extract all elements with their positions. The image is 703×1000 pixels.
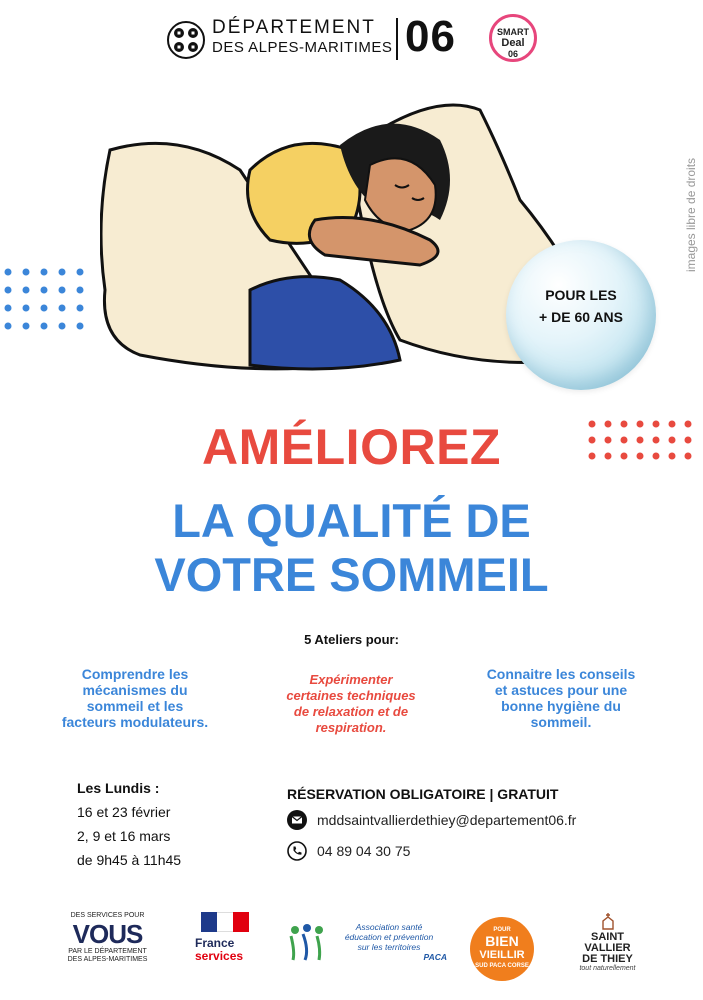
people-icon — [287, 922, 331, 962]
vous-bottom-text1: PAR LE DÉPARTEMENT — [68, 948, 147, 955]
phone-contact[interactable] — [287, 841, 410, 861]
vous-top-text: DES SERVICES POUR — [70, 912, 145, 919]
schedule-line2: 2, 9 et 16 mars — [77, 828, 171, 844]
asso-line2: éducation et prévention — [344, 932, 434, 942]
asso-line4: PACA — [423, 952, 447, 962]
age-badge — [506, 240, 656, 390]
bien-top: POUR — [493, 927, 511, 933]
saint-line1: SAINT — [591, 931, 624, 943]
workshop-goal-middle: Expérimenter certaines techniques de relaxation et de respiration. — [286, 672, 416, 735]
email-icon — [287, 810, 307, 830]
image-credit: images libre de droits — [684, 157, 698, 273]
vous-main-text: VOUS — [72, 919, 143, 949]
schedule-line1: 16 et 23 février — [77, 804, 171, 820]
bien-bottom: SUD PACA CORSE — [475, 963, 529, 969]
saint-vallier-logo — [570, 912, 645, 972]
schedule-title: Les Lundis : — [77, 780, 160, 796]
email-address[interactable]: mddsaintvallierdethiey@departement06.fr — [317, 812, 577, 828]
departement-name — [212, 18, 392, 58]
headline-line2: LA QUALITÉ DE — [172, 494, 531, 547]
france-services-logo — [195, 912, 265, 962]
asso-line3: sur les territoires — [357, 942, 421, 952]
smart-line1: SMART — [497, 27, 529, 37]
smart-line2: Deal — [501, 37, 525, 49]
asso-line1: Association santé — [355, 922, 423, 932]
blue-dot-pattern — [2, 266, 102, 344]
saint-tagline: tout naturellement — [579, 965, 636, 972]
saint-line2: VALLIER — [584, 942, 631, 954]
ateliers-label: 5 Ateliers pour: — [304, 632, 399, 647]
phone-icon — [287, 841, 307, 861]
smart-deal-logo — [489, 14, 537, 62]
schedule-line3: de 9h45 à 11h45 — [77, 852, 182, 868]
french-flag-icon — [201, 912, 249, 932]
reservation-label: RÉSERVATION OBLIGATOIRE | GRATUIT — [287, 786, 559, 802]
france-services-line2: services — [195, 949, 244, 963]
departement-number: 06 — [405, 12, 456, 61]
age-badge-line2: + DE 60 ANS — [539, 309, 623, 325]
workshop-goal-right: Connaitre les conseils et astuces pour une bonne hygiène du sommeil. — [486, 666, 636, 730]
headline-subtitle — [0, 494, 703, 602]
bien-line2: VIEILLIR — [479, 949, 525, 961]
departement-line2: DES ALPES-MARITIMES — [212, 39, 393, 56]
email-contact[interactable] — [287, 810, 576, 830]
vous-bottom-text2: DES ALPES-MARITIMES — [67, 956, 148, 963]
workshop-goal-left: Comprendre les mécanismes du sommeil et les facteurs modulateurs. — [61, 666, 209, 730]
departement-crest-icon — [166, 20, 206, 60]
header-divider — [396, 18, 398, 60]
headline-ameliorez: AMÉLIOREZ — [202, 419, 501, 475]
bien-line1: BIEN — [485, 933, 519, 949]
services-pour-vous-logo — [60, 912, 155, 964]
phone-number[interactable]: 04 89 04 30 75 — [317, 843, 411, 859]
departement-line1: DÉPARTEMENT — [212, 17, 376, 38]
age-badge-line1: POUR LES — [545, 287, 617, 303]
asept-paca-logo — [287, 922, 447, 962]
header — [0, 14, 703, 64]
bien-vieillir-logo — [470, 917, 534, 981]
church-icon — [599, 912, 617, 930]
smart-line3: 06 — [507, 49, 518, 59]
saint-line3: DE THIEY — [582, 953, 633, 965]
france-services-line1: France — [195, 936, 235, 950]
headline-line3: VOTRE SOMMEIL — [154, 548, 549, 601]
schedule — [77, 776, 181, 872]
